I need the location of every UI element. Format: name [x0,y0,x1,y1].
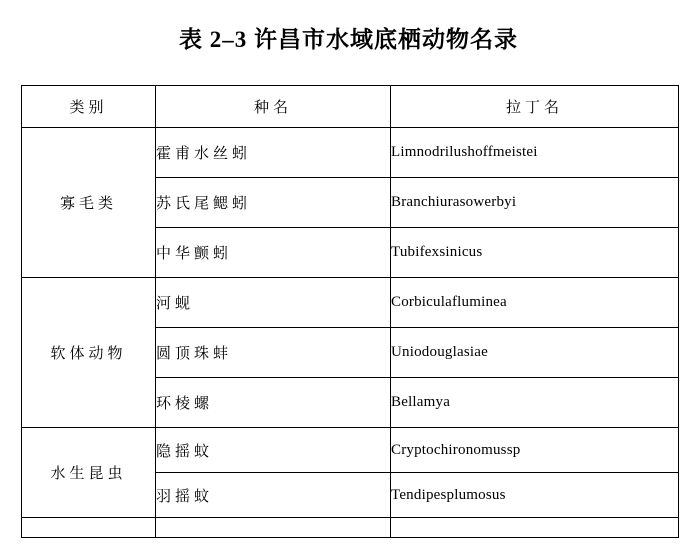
species-name-cell: 环棱螺 [156,378,391,428]
category-cell [22,518,156,538]
latin-name-cell: Tubifexsinicus [391,228,679,278]
latin-name-cell: Branchiurasowerbyi [391,178,679,228]
latin-name-cell: Limnodrilushoffmeistei [391,128,679,178]
species-name-cell: 隐摇蚊 [156,428,391,473]
category-cell: 寡毛类 [22,128,156,278]
latin-name-cell: Corbiculafluminea [391,278,679,328]
category-cell: 水生昆虫 [22,428,156,518]
table-title: 表 2–3 许昌市水域底栖动物名录 [179,27,518,52]
latin-name-cell: Bellamya [391,378,679,428]
header-row [22,86,679,128]
latin-name-cell: Uniodouglasiae [391,328,679,378]
table-row [22,278,679,328]
table-row-partial [22,518,679,538]
benthic-animals-table [21,85,679,538]
header-species-name: 种名 [156,86,391,128]
species-name-cell: 圆顶珠蚌 [156,328,391,378]
header-category: 类别 [22,86,156,128]
category-cell: 软体动物 [22,278,156,428]
latin-name-cell: Cryptochironomussp [391,428,679,473]
table-row [22,128,679,178]
species-name-cell: 苏氏尾鳃蚓 [156,178,391,228]
species-name-cell [156,518,391,538]
latin-name-cell: Tendipesplumosus [391,473,679,518]
species-name-cell: 霍甫水丝蚓 [156,128,391,178]
species-name-cell: 羽摇蚊 [156,473,391,518]
table-row [22,428,679,473]
species-name-cell: 河蚬 [156,278,391,328]
header-latin-name: 拉丁名 [391,86,679,128]
latin-name-cell [391,518,679,538]
document-page [0,26,697,538]
species-name-cell: 中华颤蚓 [156,228,391,278]
